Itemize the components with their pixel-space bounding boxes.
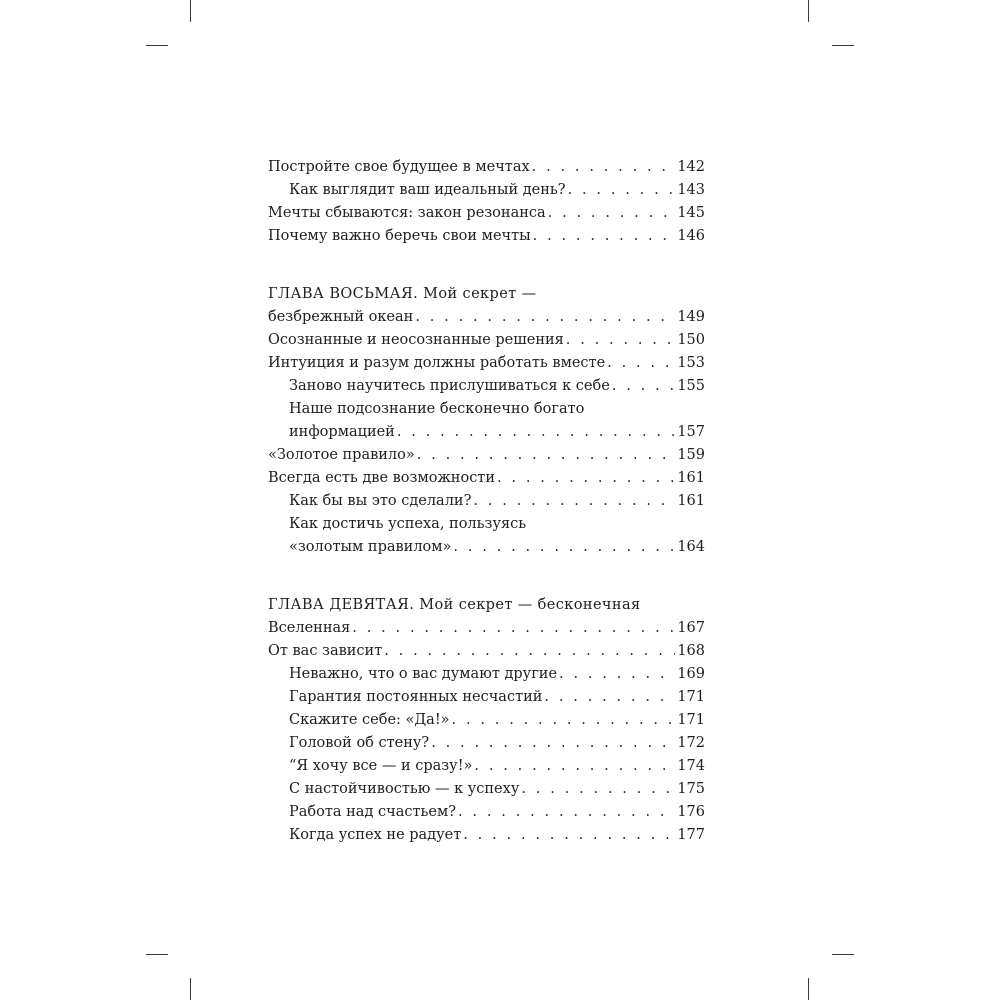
dot-leader	[497, 467, 675, 490]
crop-mark-right-bottom	[832, 954, 854, 955]
crop-mark-right-top	[832, 45, 854, 46]
toc-subentry[interactable]	[268, 490, 705, 513]
toc-page-number: 155	[677, 378, 705, 394]
toc-entry-label: Осознанные и неосознанные решения	[268, 332, 564, 348]
toc-page-number: 146	[677, 228, 705, 244]
toc-entry[interactable]	[268, 467, 705, 490]
dot-leader	[612, 375, 676, 398]
toc-entry-label: Как выглядит ваш идеальный день?	[289, 182, 566, 198]
table-of-contents	[268, 156, 705, 847]
crop-mark-top-left	[190, 0, 191, 22]
dot-leader	[566, 329, 676, 352]
toc-subentry[interactable]	[268, 536, 705, 559]
crop-mark-top-right	[808, 0, 809, 22]
toc-entry-label: Мечты сбываются: закон резонанса	[268, 205, 546, 221]
toc-entry-label: “Я хочу все — и сразу!»	[289, 758, 473, 774]
crop-mark-bottom-right	[808, 978, 809, 1000]
toc-entry-label: Интуиция и разум должны работать вместе	[268, 355, 606, 371]
toc-entry[interactable]	[268, 329, 705, 352]
toc-page-number: 164	[677, 539, 705, 555]
toc-entry-label: Гарантия постоянных несчастий	[289, 689, 543, 705]
dot-leader	[452, 709, 676, 732]
toc-entry-label: безбрежный океан	[268, 309, 414, 325]
toc-subentry[interactable]	[268, 179, 705, 202]
dot-leader	[453, 536, 675, 559]
dot-leader	[533, 225, 676, 248]
toc-subentry[interactable]	[268, 375, 705, 398]
section-spacer	[268, 248, 705, 271]
toc-entry-label: Как бы вы это сделали?	[289, 493, 472, 509]
toc-entry[interactable]	[268, 444, 705, 467]
toc-page-number: 159	[677, 447, 705, 463]
toc-subentry-line[interactable]: Наше подсознание бесконечно богато	[289, 401, 585, 417]
crop-mark-left-bottom	[146, 954, 168, 955]
toc-entry-label: информацией	[289, 424, 395, 440]
crop-mark-left-top	[146, 45, 168, 46]
dot-leader	[384, 640, 675, 663]
toc-entry-label: С настойчивостью — к успеху	[289, 781, 520, 797]
toc-subentry[interactable]	[268, 732, 705, 755]
toc-entry-label: Когда успех не радует	[289, 827, 462, 843]
toc-entry-label: Работа над счастьем?	[289, 804, 457, 820]
toc-subentry[interactable]	[268, 421, 705, 444]
toc-page-number: 171	[677, 689, 705, 705]
chapter-entry[interactable]	[268, 617, 705, 640]
toc-page-number: 145	[677, 205, 705, 221]
toc-page-number: 161	[677, 493, 705, 509]
dot-leader	[544, 686, 675, 709]
dot-leader	[474, 755, 675, 778]
toc-entry-label: Скажите себе: «Да!»	[289, 712, 450, 728]
toc-subentry[interactable]	[268, 778, 705, 801]
dot-leader	[607, 352, 675, 375]
dot-leader	[532, 156, 676, 179]
toc-entry-label: От вас зависит	[268, 643, 383, 659]
toc-entry[interactable]	[268, 640, 705, 663]
toc-page-number: 142	[677, 159, 705, 175]
toc-entry[interactable]	[268, 202, 705, 225]
section-spacer	[268, 559, 705, 582]
toc-page-number: 169	[677, 666, 705, 682]
toc-entry-label: «золотым правилом»	[289, 539, 452, 555]
toc-page-number: 172	[677, 735, 705, 751]
toc-entry-label: Головой об стену?	[289, 735, 430, 751]
toc-entry-label: «Золотое правило»	[268, 447, 415, 463]
dot-leader	[415, 306, 675, 329]
dot-leader	[463, 824, 675, 847]
toc-entry-label: Заново научитесь прислушиваться к себе	[289, 378, 610, 394]
toc-page-number: 143	[677, 182, 705, 198]
chapter-heading[interactable]: ГЛАВА ВОСЬМАЯ. Мой секрет —	[268, 286, 537, 302]
dot-leader	[458, 801, 675, 824]
crop-mark-bottom-left	[190, 978, 191, 1000]
dot-leader	[548, 202, 676, 225]
toc-entry-label: Постройте свое будущее в мечтах	[268, 159, 530, 175]
toc-subentry[interactable]	[268, 663, 705, 686]
toc-entry[interactable]	[268, 156, 705, 179]
toc-subentry[interactable]	[268, 755, 705, 778]
dot-leader	[397, 421, 675, 444]
toc-subentry[interactable]	[268, 824, 705, 847]
dot-leader	[417, 444, 676, 467]
toc-subentry[interactable]	[268, 801, 705, 824]
toc-page-number: 176	[677, 804, 705, 820]
chapter-heading[interactable]: ГЛАВА ДЕВЯТАЯ. Мой секрет — бесконечная	[268, 597, 641, 613]
toc-subentry-line[interactable]: Как достичь успеха, пользуясь	[289, 516, 527, 532]
toc-entry-label: Почему важно беречь свои мечты	[268, 228, 531, 244]
toc-subentry[interactable]	[268, 686, 705, 709]
dot-leader	[521, 778, 675, 801]
toc-page-number: 174	[677, 758, 705, 774]
toc-page-number: 167	[677, 620, 705, 636]
toc-page-number: 157	[677, 424, 705, 440]
toc-entry-label: Неважно, что о вас думают другие	[289, 666, 558, 682]
toc-page-number: 177	[677, 827, 705, 843]
toc-page-number: 175	[677, 781, 705, 797]
dot-leader	[559, 663, 675, 686]
dot-leader	[352, 617, 675, 640]
dot-leader	[431, 732, 675, 755]
toc-entry[interactable]	[268, 225, 705, 248]
chapter-entry[interactable]	[268, 306, 705, 329]
dot-leader	[473, 490, 675, 513]
toc-page-number: 161	[677, 470, 705, 486]
toc-entry-label: Всегда есть две возможности	[268, 470, 495, 486]
toc-page-number: 171	[677, 712, 705, 728]
toc-page-number: 150	[677, 332, 705, 348]
toc-entry-label: Вселенная	[268, 620, 351, 636]
toc-page-number: 168	[677, 643, 705, 659]
toc-subentry[interactable]	[268, 709, 705, 732]
toc-page-number: 153	[677, 355, 705, 371]
dot-leader	[568, 179, 676, 202]
toc-page-number: 149	[677, 309, 705, 325]
toc-entry[interactable]	[268, 352, 705, 375]
